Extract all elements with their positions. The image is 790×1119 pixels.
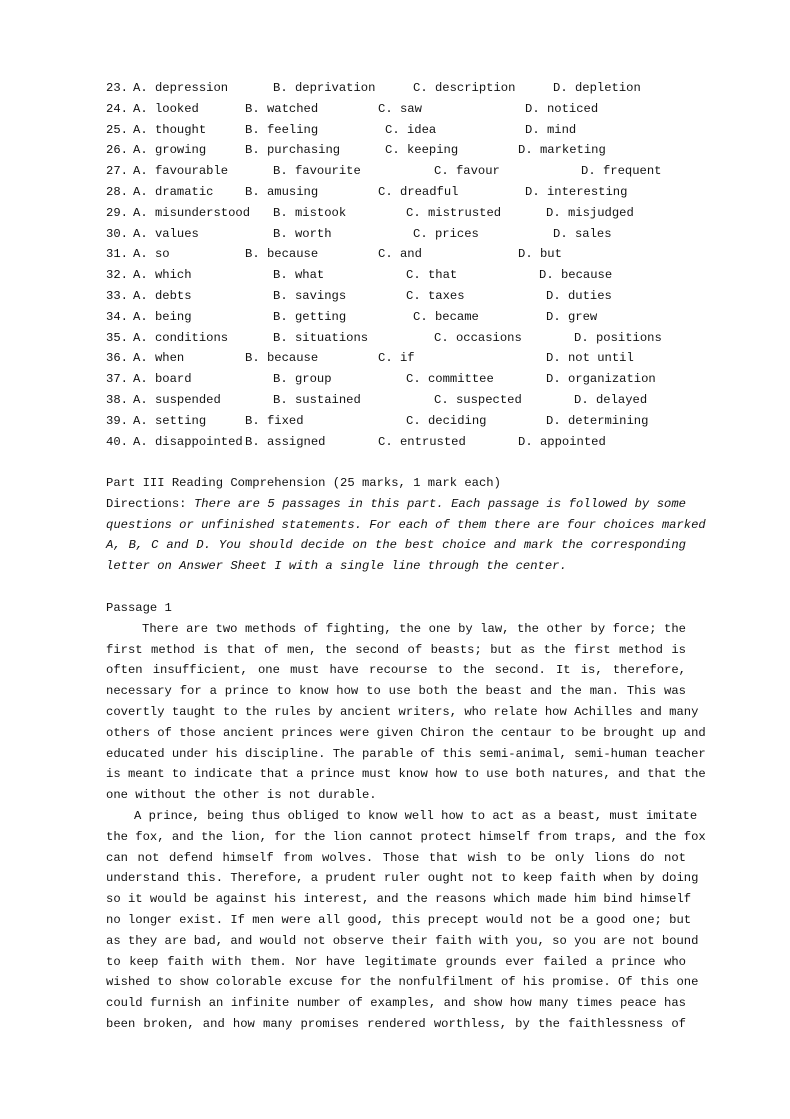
question-row (0, 369, 790, 389)
option-a: A. conditions (133, 330, 229, 345)
passage-line: others of those ancient princes were given Chiron the centaur to be brought up and (106, 725, 706, 740)
option-d: D. because (539, 268, 613, 283)
option-a: A. suspended (133, 393, 221, 407)
option-b: B. purchasing (245, 143, 341, 158)
passage-line: A prince, being thus obliged to know well how to act as a beast, must imitate (134, 808, 698, 823)
option-c: C. mistrusted (406, 205, 502, 220)
option-d: D. not until (546, 351, 634, 366)
option-b: B. favourite (273, 164, 361, 179)
question-row (0, 286, 790, 306)
directions-line (106, 494, 686, 515)
question-number: 26. (106, 143, 128, 158)
option-b: B. fixed (245, 413, 304, 428)
directions-label: Directions: (106, 496, 194, 511)
option-a: A. dramatic (133, 185, 214, 199)
question-row (0, 411, 790, 431)
directions-line: A, B, C and D. You should decide on the best choice and mark the corresponding (106, 538, 686, 553)
option-c: C. saw (378, 101, 422, 116)
option-d: D. depletion (553, 81, 641, 95)
option-a: A. which (133, 268, 192, 283)
passage-line: There are two methods of fighting, the one by law, the other by force; the (142, 621, 686, 636)
option-d: D. but (518, 247, 562, 262)
question-row (0, 348, 790, 368)
option-d: D. determining (546, 413, 649, 428)
passage-paragraph-2 (106, 806, 706, 1035)
option-a: A. looked (133, 101, 199, 116)
option-d: D. noticed (525, 101, 599, 116)
option-a: A. debts (133, 289, 192, 303)
part3-heading: Part III Reading Comprehension (25 marks, 1 mark each) (106, 476, 501, 490)
option-c: C. suspected (434, 393, 522, 407)
passage-1 (106, 598, 706, 1035)
option-a: A. growing (133, 143, 207, 158)
option-d: D. positions (574, 330, 662, 345)
passage-line: no longer exist. If men were all good, this precept would not be a good one; but (106, 912, 692, 927)
option-c: C. became (413, 309, 479, 324)
option-b: B. group (273, 372, 332, 387)
passage-line: as they are bad, and would not observe their faith with you, so you are not bound (106, 933, 699, 948)
option-a: A. favourable (133, 164, 229, 179)
question-row (0, 120, 790, 140)
option-a: A. so (133, 247, 170, 262)
option-c: C. that (406, 268, 458, 283)
question-number: 30. (106, 226, 128, 241)
option-d: D. frequent (581, 164, 662, 179)
directions-line: letter on Answer Sheet I with a single line through the center. (106, 559, 567, 574)
option-d: D. grew (546, 309, 598, 324)
passage-line: often insufficient, one must have recourse to the second. It is, therefore, (106, 663, 686, 678)
question-number: 35. (106, 330, 128, 345)
option-b: B. mistook (273, 205, 347, 220)
question-number: 34. (106, 309, 128, 324)
passage-line: understand this. Therefore, a prudent ruler ought not to keep faith when by doing (106, 871, 699, 886)
question-number: 31. (106, 247, 128, 262)
option-b: B. deprivation (273, 81, 376, 95)
question-row (0, 265, 790, 285)
option-d: D. interesting (525, 185, 628, 199)
option-d: D. mind (525, 122, 577, 137)
option-c: C. deciding (406, 413, 487, 428)
option-b: B. savings (273, 289, 347, 303)
option-b: B. because (245, 247, 319, 262)
option-a: A. being (133, 309, 192, 324)
option-a: A. misunderstood (133, 205, 251, 220)
option-b: B. sustained (273, 393, 361, 407)
option-d: D. delayed (574, 393, 648, 407)
option-c: C. keeping (385, 143, 459, 158)
option-d: D. duties (546, 289, 612, 303)
option-a: A. board (133, 372, 192, 387)
question-number: 39. (106, 413, 128, 428)
passage-line: is meant to indicate that a prince must know how to use both natures, and that the (106, 767, 706, 782)
question-number: 28. (106, 185, 128, 199)
question-row (0, 99, 790, 119)
option-a: A. disappointed (133, 434, 243, 449)
passage-line: could furnish an infinite number of examples, and show how many times peace has (106, 996, 686, 1011)
option-b: B. assigned (245, 434, 326, 449)
question-row (0, 390, 790, 410)
option-c: C. and (378, 247, 422, 262)
passage-paragraph-1 (106, 619, 706, 806)
question-row (0, 203, 790, 223)
option-b: B. what (273, 268, 325, 283)
option-d: D. misjudged (546, 205, 634, 220)
option-b: B. situations (273, 330, 369, 345)
option-b: B. amusing (245, 185, 319, 199)
question-row (0, 161, 790, 181)
passage-line: first method is that of men, the second of beasts; but as the first method is (106, 642, 686, 657)
question-number: 37. (106, 372, 128, 387)
option-d: D. marketing (518, 143, 606, 158)
passage-line: the fox, and the lion, for the lion cannot protect himself from traps, and the fox (106, 829, 706, 844)
question-row (0, 224, 790, 244)
passage-line: educated under his discipline. The parable of this semi-animal, semi-human teacher (106, 746, 706, 761)
passage-title: Passage 1 (106, 601, 172, 615)
option-d: D. organization (546, 372, 656, 387)
question-number: 32. (106, 268, 128, 283)
option-d: D. appointed (518, 434, 606, 449)
question-row (0, 182, 790, 202)
option-a: A. values (133, 226, 199, 241)
question-row (0, 432, 790, 452)
option-b: B. because (245, 351, 319, 366)
passage-line: wished to show colorable excuse for the nonfulfilment of his promise. Of this one (106, 975, 699, 990)
passage-line: covertly taught to the rules by ancient writers, who relate how Achilles and many (106, 704, 699, 719)
option-c: C. occasions (434, 330, 522, 345)
option-c: C. dreadful (378, 185, 459, 199)
option-b: B. watched (245, 101, 319, 116)
question-row (0, 244, 790, 264)
option-c: C. favour (434, 164, 500, 179)
passage-line: one without the other is not durable. (106, 788, 377, 803)
option-c: C. prices (413, 226, 479, 241)
option-a: A. when (133, 351, 185, 366)
question-row (0, 307, 790, 327)
option-a: A. depression (133, 81, 229, 95)
option-b: B. feeling (245, 122, 319, 137)
question-number: 24. (106, 101, 128, 116)
option-c: C. committee (406, 372, 494, 387)
option-c: C. description (413, 81, 516, 95)
option-a: A. thought (133, 122, 207, 137)
question-row (0, 328, 790, 348)
passage-line: necessary for a prince to know how to use both the beast and the man. This was (106, 684, 686, 699)
option-a: A. setting (133, 413, 207, 428)
directions-line: questions or unfinished statements. For each of them there are four choices marked (106, 517, 706, 532)
question-number: 33. (106, 289, 128, 303)
option-d: D. sales (553, 226, 612, 241)
option-c: C. entrusted (378, 434, 466, 449)
question-number: 29. (106, 205, 128, 220)
option-b: B. worth (273, 226, 332, 241)
question-number: 36. (106, 351, 128, 366)
directions-text: There are 5 passages in this part. Each passage is followed by some (193, 496, 686, 511)
question-row (0, 140, 790, 160)
part3-section (106, 473, 706, 577)
passage-line: been broken, and how many promises rendered worthless, by the faithlessness of (106, 1016, 686, 1031)
question-number: 25. (106, 122, 128, 137)
option-c: C. taxes (406, 289, 465, 303)
option-b: B. getting (273, 309, 347, 324)
question-number: 38. (106, 393, 128, 407)
question-number: 23. (106, 81, 128, 95)
question-row (0, 78, 790, 98)
option-c: C. idea (385, 122, 437, 137)
option-c: C. if (378, 351, 415, 366)
question-number: 40. (106, 434, 128, 449)
passage-line: to keep faith with them. Nor have legitimate grounds ever failed a prince who (106, 954, 686, 969)
question-number: 27. (106, 164, 128, 179)
passage-line: can not defend himself from wolves. Those that wish to be only lions do not (106, 850, 686, 865)
passage-line: so it would be against his interest, and the reasons which made him bind himself (106, 892, 692, 907)
